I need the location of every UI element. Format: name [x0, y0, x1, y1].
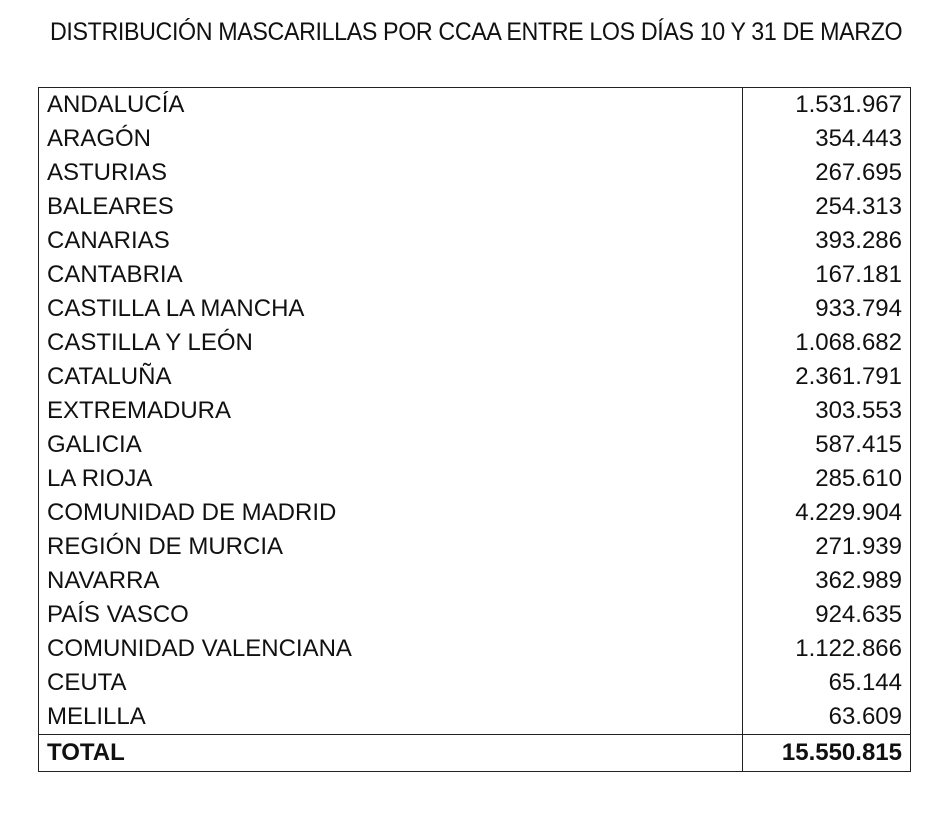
- region-name: GALICIA: [39, 428, 743, 462]
- table-row: [39, 326, 911, 360]
- region-name: ANDALUCÍA: [39, 88, 743, 123]
- region-value: 1.531.967: [743, 88, 911, 123]
- table-row: [39, 394, 911, 428]
- region-value: 362.989: [743, 564, 911, 598]
- table-row: [39, 224, 911, 258]
- region-value: 303.553: [743, 394, 911, 428]
- region-name: EXTREMADURA: [39, 394, 743, 428]
- table-row: [39, 598, 911, 632]
- region-name: REGIÓN DE MURCIA: [39, 530, 743, 564]
- region-name: CEUTA: [39, 666, 743, 700]
- table-row: [39, 190, 911, 224]
- table-row: [39, 156, 911, 190]
- region-name: COMUNIDAD DE MADRID: [39, 496, 743, 530]
- table-row: [39, 360, 911, 394]
- region-name: NAVARRA: [39, 564, 743, 598]
- page-title: DISTRIBUCIÓN MASCARILLAS POR CCAA ENTRE LOS DÍAS 10 Y 31 DE MARZO: [50, 18, 903, 46]
- region-value: 1.068.682: [743, 326, 911, 360]
- region-value: 4.229.904: [743, 496, 911, 530]
- region-name: CANTABRIA: [39, 258, 743, 292]
- table-body: [39, 88, 911, 772]
- region-value: 1.122.866: [743, 632, 911, 666]
- region-name: BALEARES: [39, 190, 743, 224]
- region-name: CASTILLA Y LEÓN: [39, 326, 743, 360]
- total-row: [39, 735, 911, 772]
- region-name: CASTILLA LA MANCHA: [39, 292, 743, 326]
- region-value: 354.443: [743, 122, 911, 156]
- table-row: [39, 530, 911, 564]
- region-value: 587.415: [743, 428, 911, 462]
- region-name: COMUNIDAD VALENCIANA: [39, 632, 743, 666]
- table-row: [39, 258, 911, 292]
- region-value: 933.794: [743, 292, 911, 326]
- region-value: 2.361.791: [743, 360, 911, 394]
- table-row: [39, 88, 911, 123]
- distribution-table: [38, 87, 911, 772]
- total-label: TOTAL: [39, 735, 743, 772]
- region-name: CATALUÑA: [39, 360, 743, 394]
- table-row: [39, 700, 911, 735]
- region-value: 167.181: [743, 258, 911, 292]
- region-name: MELILLA: [39, 700, 743, 735]
- region-value: 254.313: [743, 190, 911, 224]
- table-row: [39, 666, 911, 700]
- region-value: 285.610: [743, 462, 911, 496]
- region-name: ASTURIAS: [39, 156, 743, 190]
- table-row: [39, 496, 911, 530]
- region-value: 924.635: [743, 598, 911, 632]
- region-value: 267.695: [743, 156, 911, 190]
- table-row: [39, 462, 911, 496]
- table-row: [39, 428, 911, 462]
- region-name: CANARIAS: [39, 224, 743, 258]
- region-name: PAÍS VASCO: [39, 598, 743, 632]
- region-value: 63.609: [743, 700, 911, 735]
- region-value: 393.286: [743, 224, 911, 258]
- region-name: ARAGÓN: [39, 122, 743, 156]
- total-value: 15.550.815: [743, 735, 911, 772]
- table-row: [39, 292, 911, 326]
- region-value: 65.144: [743, 666, 911, 700]
- table-row: [39, 564, 911, 598]
- region-name: LA RIOJA: [39, 462, 743, 496]
- region-value: 271.939: [743, 530, 911, 564]
- table-row: [39, 632, 911, 666]
- table-row: [39, 122, 911, 156]
